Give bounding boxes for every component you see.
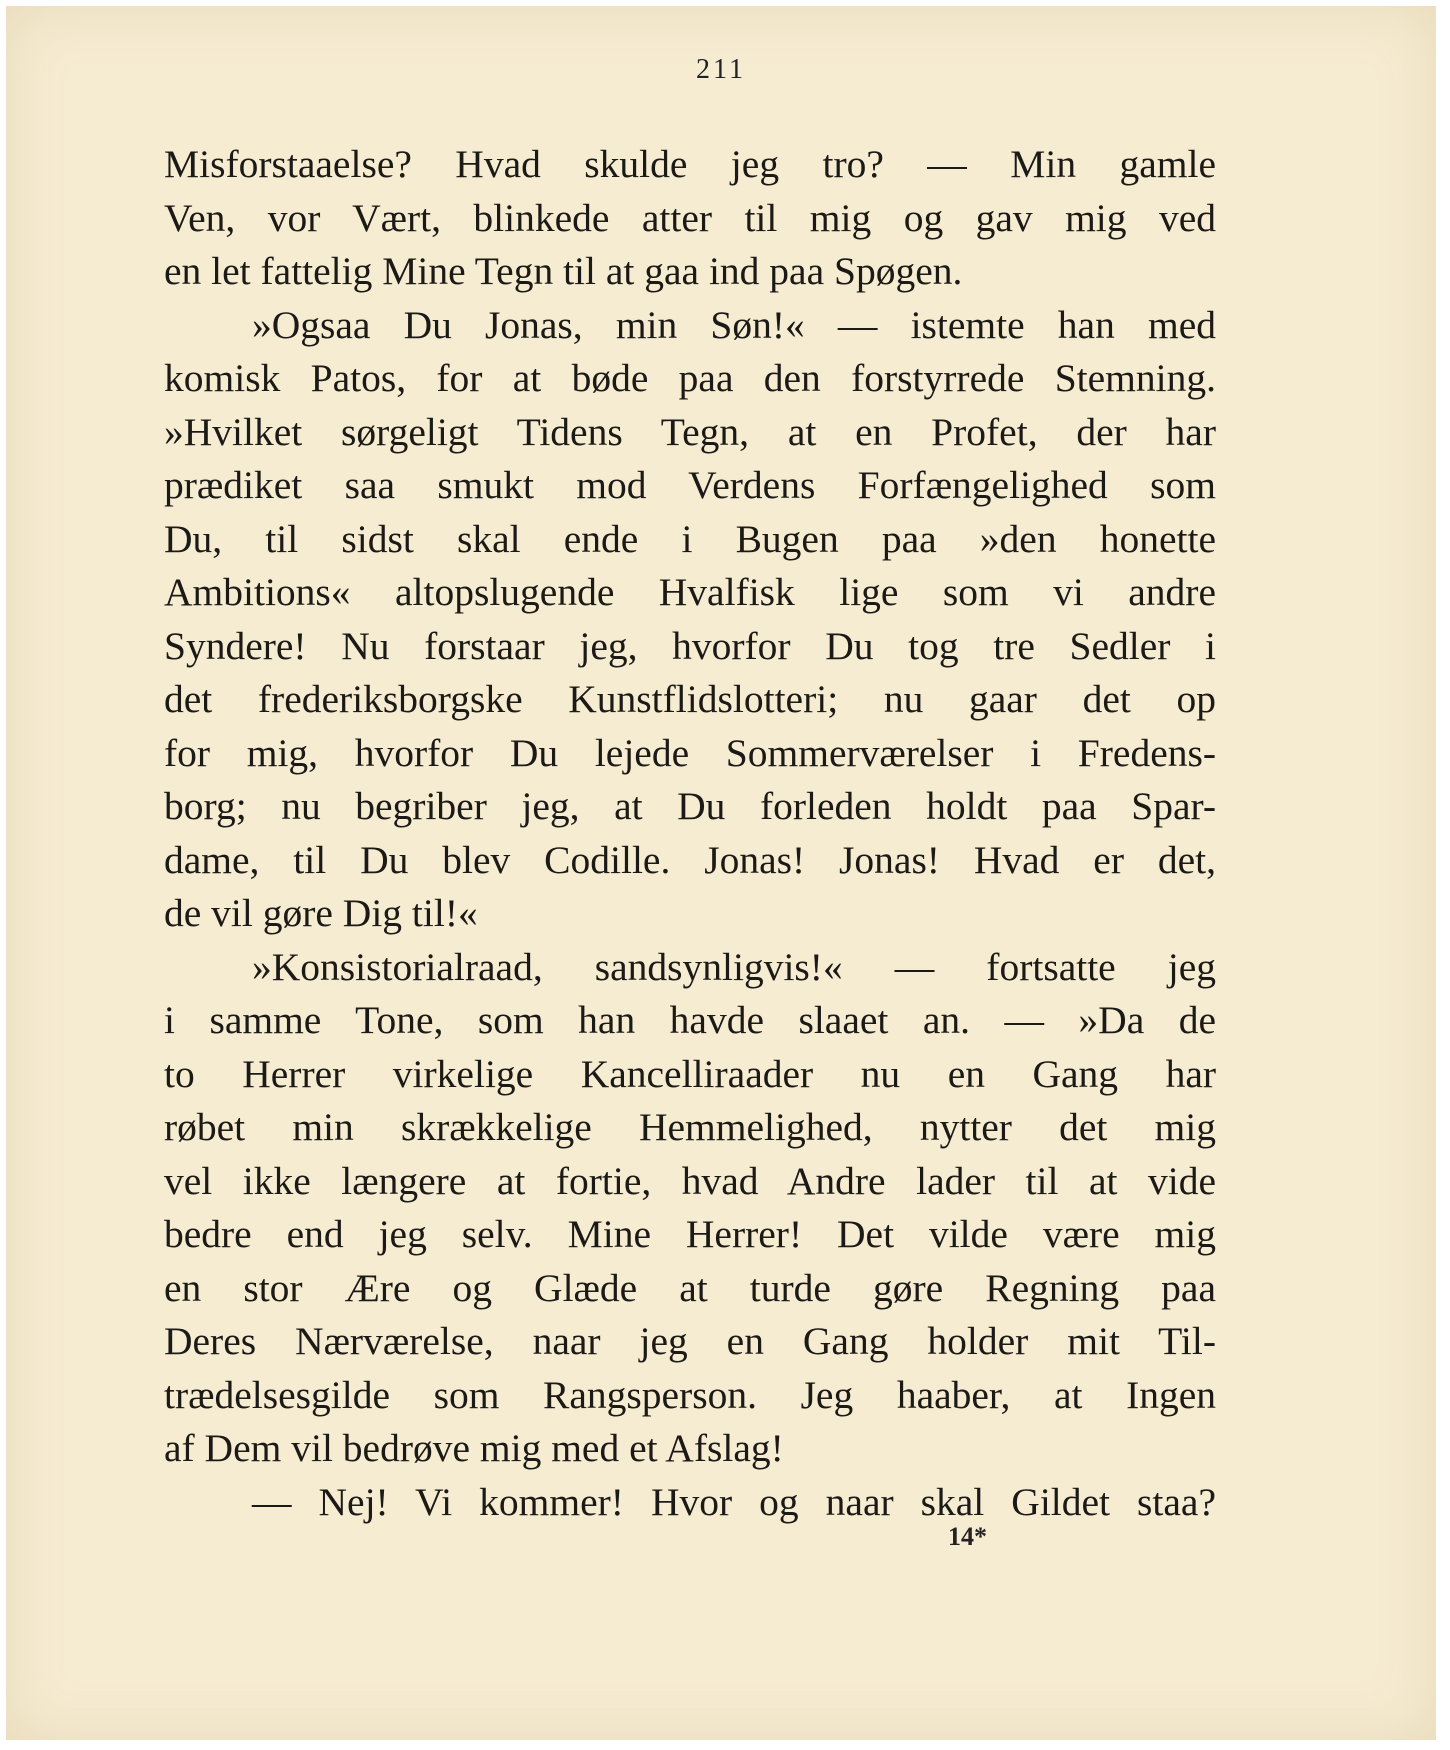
signature-mark: 14* xyxy=(948,1522,987,1551)
text-line: Syndere! Nu forstaar jeg, hvorfor Du tog tre Sedler i xyxy=(164,623,1216,668)
text-line: borg; nu begriber jeg, at Du forleden holdt paa Spar- xyxy=(164,784,1216,828)
text-line: af Dem vil bedrøve mig med et Afslag! xyxy=(164,1426,784,1470)
text-line: bedre end jeg selv. Mine Herrer! Det vilde være mig xyxy=(164,1212,1216,1256)
book-page xyxy=(6,6,1436,1740)
text-line: i samme Tone, som han havde slaaet an. — »Da de xyxy=(164,998,1216,1042)
text-line: dame, til Du blev Codille. Jonas! Jonas! Hvad er det, xyxy=(164,837,1216,882)
text-line: en let fattelig Mine Tegn til at gaa ind paa Spøgen. xyxy=(164,249,963,293)
text-line: »Hvilket sørgeligt Tidens Tegn, at en Profet, der har xyxy=(164,409,1216,454)
body-text xyxy=(164,138,1216,1529)
text-line: Deres Nærværelse, naar jeg en Gang holder mit Til- xyxy=(164,1319,1216,1363)
text-line: komisk Patos, for at bøde paa den forstyrrede Stemning. xyxy=(164,356,1216,400)
text-line: de vil gøre Dig til!« xyxy=(164,891,478,935)
text-line: røbet min skrækkelige Hemmelighed, nytter det mig xyxy=(164,1105,1216,1149)
text-line: — Nej! Vi kommer! Hvor og naar skal Gildet staa? xyxy=(252,1479,1216,1524)
text-line: en stor Ære og Glæde at turde gøre Regning paa xyxy=(164,1265,1216,1310)
text-line: vel ikke længere at fortie, hvad Andre lader til at vide xyxy=(164,1158,1216,1203)
page-number: 211 xyxy=(696,54,746,85)
text-line: »Ogsaa Du Jonas, min Søn!« — istemte han med xyxy=(252,302,1216,347)
text-line: Misforstaaelse? Hvad skulde jeg tro? — Min gamle xyxy=(164,142,1216,186)
text-line: to Herrer virkelige Kancelliraader nu en Gang har xyxy=(164,1051,1216,1096)
text-line: Ambitions« altopslugende Hvalfisk lige som vi andre xyxy=(164,570,1216,614)
text-line: det frederiksborgske Kunstflidslotteri; nu gaar det op xyxy=(164,677,1216,721)
text-line: for mig, hvorfor Du lejede Sommerværelser i Fredens- xyxy=(164,730,1216,775)
text-line: »Konsistorialraad, sandsynligvis!« — fortsatte jeg xyxy=(252,944,1216,989)
text-line: prædiket saa smukt mod Verdens Forfængelighed som xyxy=(164,463,1216,507)
text-line: Du, til sidst skal ende i Bugen paa »den honette xyxy=(164,516,1216,561)
text-line: trædelsesgilde som Rangsperson. Jeg haaber, at Ingen xyxy=(164,1372,1216,1417)
text-line: Ven, vor Vært, blinkede atter til mig og gav mig ved xyxy=(164,195,1216,240)
